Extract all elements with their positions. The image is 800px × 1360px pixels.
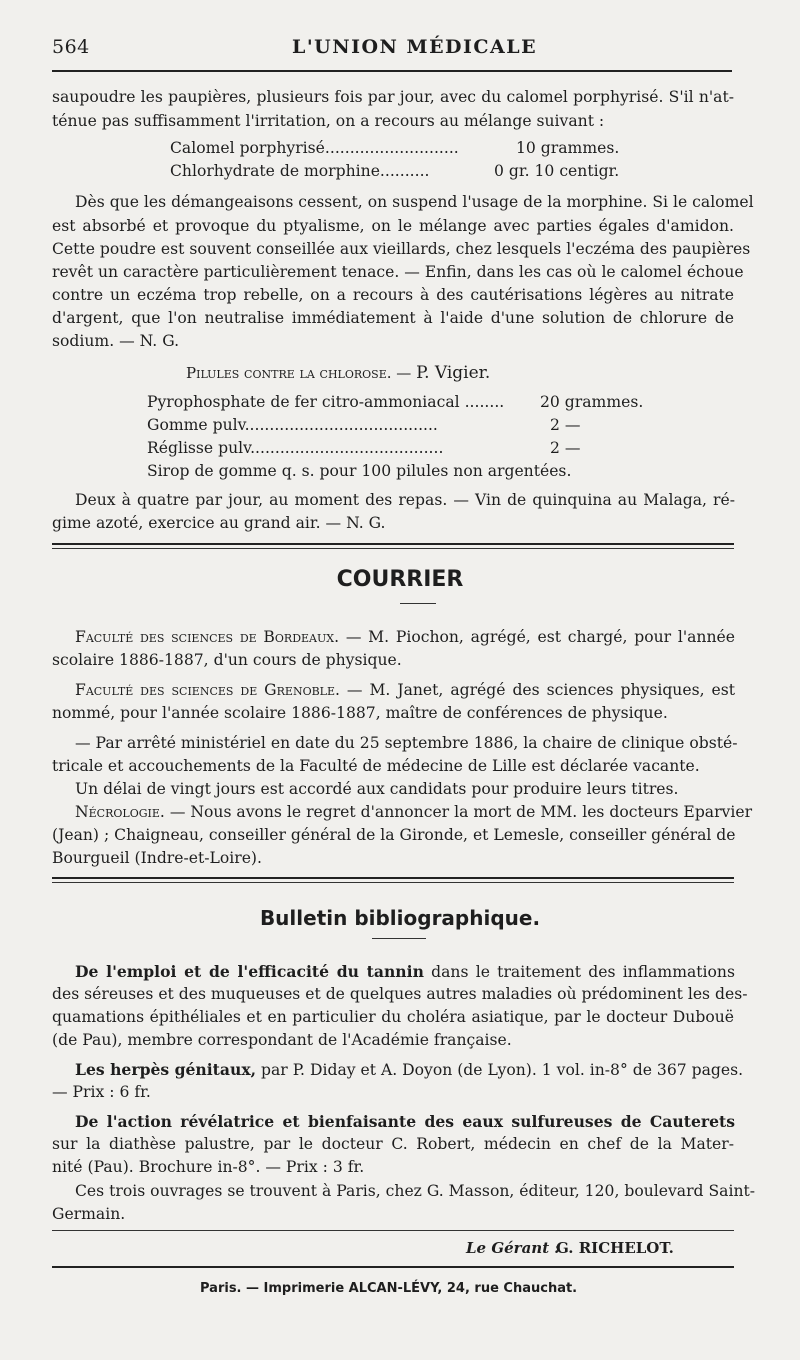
bordeaux-line-1	[75, 630, 735, 646]
bordeaux-rest: — M. Piochon, agrégé, est chargé, pour l'année	[345, 628, 735, 646]
bulletin-entry2-rest: par P. Diday et A. Doyon (de Lyon). 1 vol. in-8° de 367 pages.	[261, 1061, 744, 1079]
grenoble-line-2: nommé, pour l'année scolaire 1886-1887, maître de conférences de physique.	[52, 704, 668, 722]
section-rule	[52, 1230, 734, 1231]
grenoble-rest: — M. Janet, agrégé des sciences physiques, est	[346, 681, 735, 699]
bulletin-entry1-line-3: quamations épithéliales et en particulier du choléra asiatique, par le docteur Dubouë	[52, 1008, 734, 1026]
pilules-author: P. Vigier.	[416, 363, 491, 383]
pilules-syrup: Sirop de gomme q. s. pour 100 pilules non argentées.	[147, 462, 572, 480]
page-number: 564	[52, 36, 90, 58]
bulletin-entry1-line-1	[75, 964, 735, 981]
pilules-heading	[186, 365, 490, 382]
imprint-line: Paris. — Imprimerie ALCAN-LÉVY, 24, rue Chauchat.	[200, 1281, 578, 1296]
pilules-item	[147, 418, 438, 434]
courrier-title-underline	[400, 603, 436, 604]
formula1-item	[170, 164, 430, 180]
intro-line-1: saupoudre les paupières, plusieurs fois par jour, avec du calomel porphyrisé. S'il n'at-	[52, 88, 734, 106]
gerant-name: G. RICHELOT.	[556, 1239, 674, 1257]
pilules-item-dots: .......................................	[250, 439, 444, 457]
pilules-dash: —	[396, 364, 412, 382]
pilules-title: Pilules contre la chlorose.	[186, 364, 392, 382]
necrologie-lead: Nécrologie.	[75, 803, 165, 821]
pilules-item-dose: 20 grammes.	[540, 393, 644, 411]
section-rule	[52, 877, 734, 879]
grenoble-line-1	[75, 683, 735, 699]
pilules-item	[147, 441, 443, 457]
journal-title: L'UNION MÉDICALE	[292, 36, 538, 58]
bulletin-entry1-lead: De l'emploi et de l'efficacité du tannin	[75, 962, 424, 981]
pilules-item-dots: .......................................	[244, 416, 438, 434]
section-rule	[52, 548, 734, 549]
gerant-label: Le Gérant :	[466, 1239, 560, 1257]
para1-line-3: Cette poudre est souvent conseillée aux vieillards, chez lesquels l'eczéma des paupières	[52, 240, 751, 258]
bulletin-entry1-last: (de Pau), membre correspondant de l'Académie française.	[52, 1031, 512, 1049]
bulletin-entry2-last: — Prix : 6 fr.	[52, 1083, 151, 1101]
necrologie-line-2: (Jean) ; Chaigneau, conseiller général de la Gironde, et Lemesle, conseiller général de	[52, 826, 736, 844]
pilules-dosage-line: Deux à quatre par jour, au moment des repas. — Vin de quinquina au Malaga, ré-	[75, 491, 735, 509]
para1-line-5: contre un eczéma trop rebelle, on a recours à des cautérisations légères au nitrate	[52, 286, 734, 304]
courrier-title: COURRIER	[336, 567, 464, 592]
pilules-item-dose: 2 —	[550, 416, 581, 434]
pilules-item-name: Réglisse pulv	[147, 439, 251, 457]
formula1-item	[170, 141, 459, 157]
grenoble-lead: Faculté des sciences de Grenoble.	[75, 681, 340, 699]
bulletin-entry2-lead: Les herpès génitaux,	[75, 1060, 257, 1079]
para1-last-line: sodium. — N. G.	[52, 332, 180, 350]
section-rule	[52, 543, 734, 545]
formula1-name: Calomel porphyrisé	[170, 139, 325, 157]
arrete-last: tricale et accouchements de la Faculté de médecine de Lille est déclarée vacante.	[52, 757, 700, 775]
pilules-item-dots: ........	[464, 393, 505, 411]
para1-line-6: d'argent, que l'on neutralise immédiatement à l'aide d'une solution de chlorure de	[52, 309, 734, 327]
bulletin-title: Bulletin bibliographique.	[259, 906, 541, 930]
delai-line: Un délai de vingt jours est accordé aux candidats pour produire leurs titres.	[75, 780, 679, 798]
para1-line-4: revêt un caractère particulièrement tenace. — Enfin, dans les cas où le calomel échoue	[52, 263, 744, 281]
para1-line-1: Dès que les démangeaisons cessent, on suspend l'usage de la morphine. Si le calomel	[75, 193, 754, 211]
necrologie-last: Bourgueil (Indre-et-Loire).	[52, 849, 262, 867]
necrologie-rest: — Nous avons le regret d'annoncer la mort de MM. les docteurs Eparvier	[169, 803, 753, 821]
pilules-dosage-last: gime azoté, exercice au grand air. — N. G.	[52, 514, 386, 532]
formula1-dose: 0 gr. 10 centigr.	[494, 162, 620, 180]
pilules-item-name: Pyrophosphate de fer citro-ammoniacal	[147, 393, 460, 411]
header-rule	[52, 70, 732, 72]
pilules-item-name: Gomme pulv	[147, 416, 245, 434]
bulletin-entry2-line-1	[75, 1060, 744, 1079]
bulletin-entry3-last: nité (Pau). Brochure in-8°. — Prix : 3 fr.	[52, 1158, 365, 1176]
bordeaux-lead: Faculté des sciences de Bordeaux.	[75, 628, 340, 646]
bulletin-note-line-1: Ces trois ouvrages se trouvent à Paris, chez G. Masson, éditeur, 120, boulevard Saint-	[75, 1182, 756, 1200]
arrete-line-1: — Par arrêté ministériel en date du 25 septembre 1886, la chaire de clinique obsté-	[75, 734, 738, 752]
bulletin-entry3-line-2: sur la diathèse palustre, par le docteur C. Robert, médecin en chef de la Mater-	[52, 1135, 734, 1153]
section-rule	[52, 882, 734, 883]
bulletin-entry3-line-1: De l'action révélatrice et bienfaisante des eaux sulfureuses de Cauterets	[75, 1112, 735, 1131]
formula1-dose: 10 grammes.	[516, 139, 620, 157]
formula1-dots: ...........................	[324, 139, 459, 157]
pilules-item	[147, 395, 504, 411]
footer-rule	[52, 1266, 734, 1268]
formula1-dots: ..........	[379, 162, 430, 180]
bulletin-title-underline	[372, 938, 426, 939]
bulletin-entry1-rest: dans le traitement des inflammations	[431, 963, 735, 981]
para1-line-2: est absorbé et provoque du ptyalisme, on le mélange avec parties égales d'amidon.	[52, 217, 734, 235]
bulletin-note-last: Germain.	[52, 1205, 126, 1223]
intro-line-2: ténue pas suffisamment l'irritation, on a recours au mélange suivant :	[52, 112, 605, 130]
formula1-name: Chlorhydrate de morphine	[170, 162, 380, 180]
bulletin-entry1-line-2: des séreuses et des muqueuses et de quelques autres maladies où prédominent les des-	[52, 985, 748, 1003]
pilules-item-dose: 2 —	[550, 439, 581, 457]
bordeaux-line-2: scolaire 1886-1887, d'un cours de physique.	[52, 651, 402, 669]
necrologie-line-1	[75, 803, 753, 821]
